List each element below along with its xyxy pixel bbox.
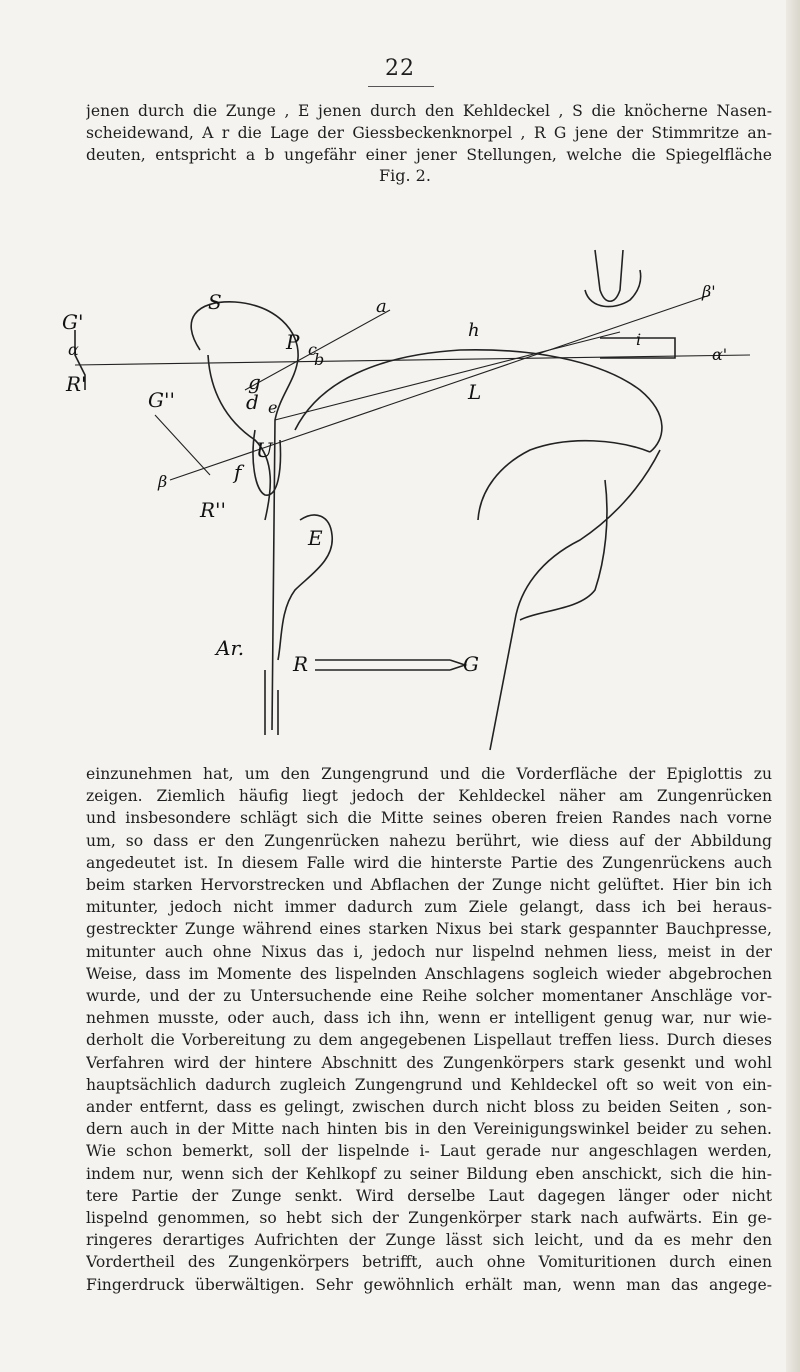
label-beta-prime: β' bbox=[702, 282, 716, 301]
label-G: G bbox=[463, 652, 479, 676]
page-number: 22 bbox=[385, 56, 415, 81]
vocal-cord bbox=[315, 660, 465, 670]
mirror-handle bbox=[595, 250, 623, 301]
text-line: hauptsächlich dadurch zugleich Zungengrund und Kehldeckel oft so weit von ein- bbox=[86, 1075, 772, 1094]
text-line: lispelnd genommen, so hebt sich der Zungenkörper stark nach aufwärts. Ein ge- bbox=[86, 1209, 772, 1228]
text-line: derholt die Vorbereitung zu dem angegebenen Lispellaut treffen liess. Durch dieses bbox=[86, 1031, 772, 1050]
text-line: zeigen. Ziemlich häufig liegt jedoch der Kehldeckel näher am Zungenrücken bbox=[86, 787, 772, 806]
label-f: f bbox=[234, 460, 242, 484]
top-paragraph bbox=[86, 100, 772, 167]
text-line: angedeutet ist. In diesem Falle wird die hinterste Partie des Zungenrückens auch bbox=[86, 853, 772, 872]
text-line: Vordertheil des Zungenkörpers betrifft, auch ohne Vomituritionen durch einen bbox=[86, 1253, 772, 1272]
text-line: wurde, und der zu Untersuchende eine Reihe solcher momentaner Anschläge vor- bbox=[86, 987, 772, 1006]
label-U: U bbox=[256, 438, 273, 462]
label-b: b bbox=[314, 350, 325, 369]
label-E: E bbox=[308, 526, 323, 550]
text-line: gestreckter Zunge während eines starken Nixus bei stark gespannter Bauchpresse, bbox=[86, 920, 772, 939]
label-G-prime: G' bbox=[62, 310, 84, 334]
page-number-rule bbox=[368, 86, 434, 87]
text-line: deuten, entspricht a b ungefähr einer jener Stellungen, welche die Spiegelfläche bbox=[86, 146, 772, 165]
label-g: g bbox=[248, 370, 261, 394]
anatomical-figure bbox=[60, 190, 750, 760]
text-line: Weise, dass im Momente des lispelnden Anschlagens sogleich wieder abgebrochen bbox=[86, 964, 772, 983]
text-line: tere Partie der Zunge senkt. Wird derselbe Laut dagegen länger oder nicht bbox=[86, 1186, 772, 1205]
axis-line-gdprime bbox=[155, 415, 210, 475]
label-a: a bbox=[376, 296, 387, 317]
label-Ar: Ar. bbox=[216, 636, 245, 660]
text-line: ringeres derartiges Aufrichten der Zunge lässt sich leicht, und da es mehr den bbox=[86, 1231, 772, 1250]
text-line: jenen durch die Zunge , E jenen durch den Kehldeckel , S die knöcherne Nasen- bbox=[86, 102, 772, 120]
text-line: beim starken Hervorstrecken und Abflachen der Zunge nicht gelüftet. Hier bin ich bbox=[86, 876, 772, 895]
label-S: S bbox=[208, 290, 222, 314]
bottom-paragraph bbox=[86, 763, 772, 1296]
label-beta: β bbox=[158, 472, 168, 491]
text-line: um, so dass er den Zungenrücken nahezu berührt, wie diess auf der Abbildung bbox=[86, 831, 772, 850]
text-line: ander entfernt, dass es gelingt, zwischen durch nicht bloss zu beiden Seiten , son- bbox=[86, 1098, 772, 1117]
epiglottis-outline bbox=[278, 515, 332, 660]
text-line: und insbesondere schlägt sich die Mitte seines oberen freien Randes nach vorne bbox=[86, 809, 772, 828]
label-alpha: α bbox=[68, 340, 79, 359]
label-G-dprime: G'' bbox=[148, 388, 175, 412]
label-alpha-prime: α' bbox=[712, 345, 728, 364]
label-P: P bbox=[286, 330, 300, 354]
label-e: e bbox=[268, 398, 278, 417]
text-line: Verfahren wird der hintere Abschnitt des Zungenkörpers stark gesenkt und wohl bbox=[86, 1053, 772, 1072]
label-R-dprime: R'' bbox=[200, 498, 227, 522]
text-line: Fingerdruck überwältigen. Sehr gewöhnlich erhält man, wenn man das angege- bbox=[86, 1275, 772, 1294]
text-line: einzunehmen hat, um den Zungengrund und die Vorderfläche der Epiglottis zu bbox=[86, 765, 772, 783]
larynx-right-wall bbox=[490, 450, 660, 750]
text-line: mitunter, jedoch nicht immer dadurch zum Ziele gelangt, dass ich bei heraus- bbox=[86, 898, 772, 917]
label-c: c bbox=[308, 340, 317, 359]
label-R-prime: R' bbox=[66, 372, 87, 396]
figure-caption: Fig. 2. bbox=[379, 166, 431, 185]
label-i: i bbox=[636, 330, 642, 349]
text-line: indem nur, wenn sich der Kehlkopf zu seiner Bildung eben anschickt, sich die hin- bbox=[86, 1164, 772, 1183]
page-edge-shadow bbox=[786, 0, 800, 1372]
label-L: L bbox=[468, 380, 482, 404]
text-line: scheidewand, A r die Lage der Giessbeckenknorpel , R G jene der Stimmritze an- bbox=[86, 124, 772, 143]
label-h: h bbox=[468, 320, 480, 341]
tongue-back bbox=[478, 441, 650, 520]
text-line: dern auch in der Mitte nach hinten bis in den Vereinigungswinkel beider zu sehen. bbox=[86, 1120, 772, 1139]
text-line: mitunter auch ohne Nixus das i, jedoch nur lispelnd nehmen liess, meist in der bbox=[86, 942, 772, 961]
label-d: d bbox=[246, 390, 259, 414]
text-line: Wie schon bemerkt, soll der lispelnde i- Laut gerade nur angeschlagen werden, bbox=[86, 1142, 772, 1161]
label-R: R bbox=[293, 652, 309, 676]
text-line: nehmen musste, oder auch, dass ich ihn, wenn er intelligent genug war, nur wie- bbox=[86, 1009, 772, 1028]
